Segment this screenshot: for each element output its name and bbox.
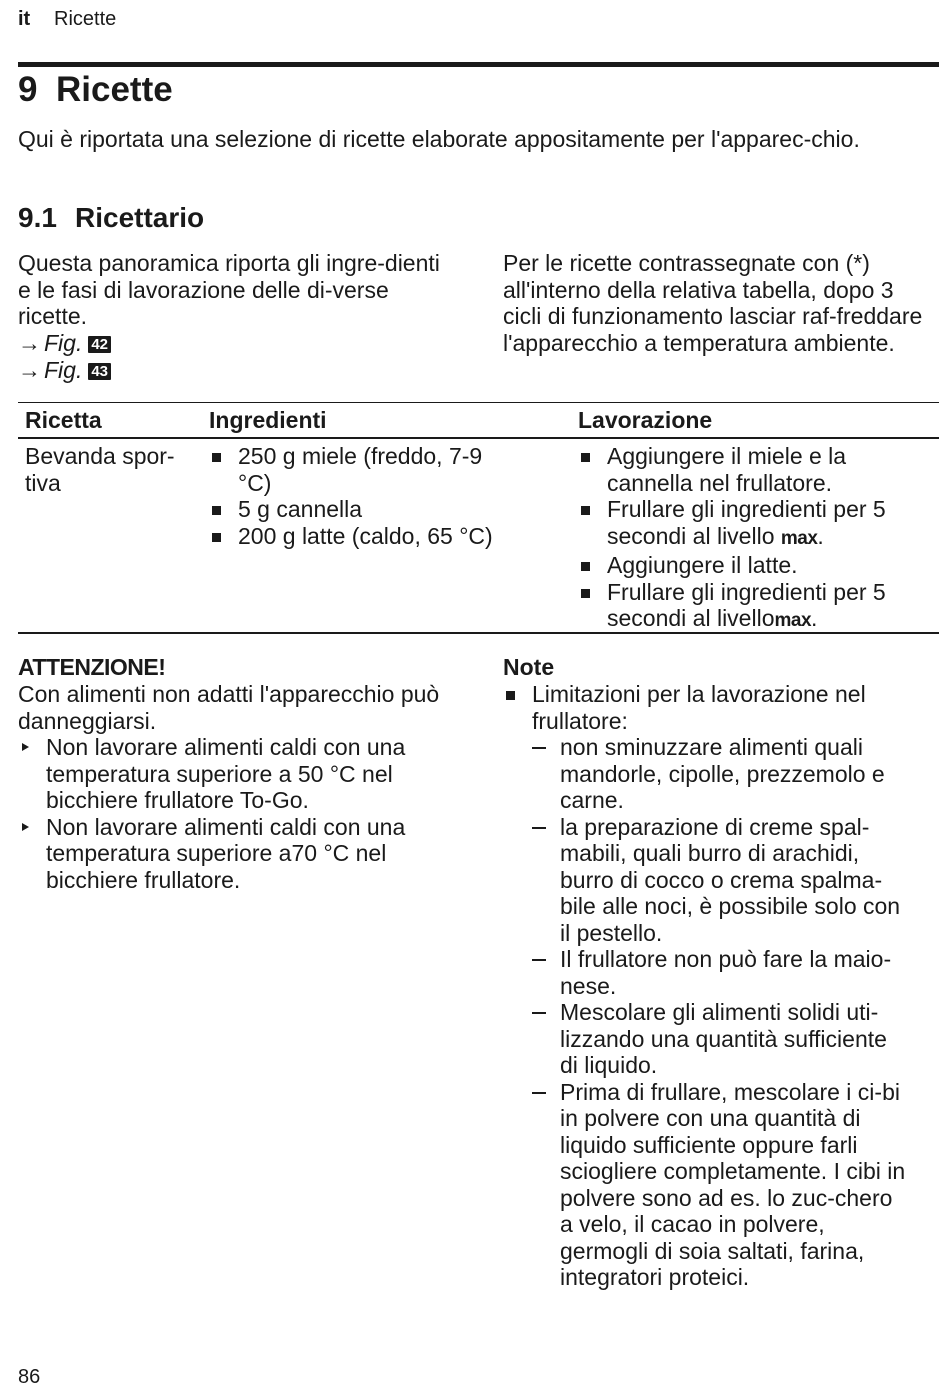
processing-steps [578, 443, 908, 635]
page-number: 86 [18, 1366, 41, 1388]
list-item: la preparazione di creme spal-mabili, quali burro di arachidi, burro di cocco o crema spalma-bile alle noci, è possibile solo con il pestello. [532, 814, 910, 947]
figure-number-badge: 42 [88, 336, 111, 353]
list-item: 5 g cannella [209, 496, 554, 523]
warning-text: Con alimenti non adatti l'apparecchio può danneggiarsi. [18, 681, 440, 734]
section-title-text: Ricettario [75, 202, 205, 233]
list-item [503, 681, 918, 1291]
figure-reference-2[interactable] [18, 357, 111, 384]
table-header-recipe: Ricetta [25, 407, 102, 433]
chapter-title [18, 70, 173, 110]
section-number: 9.1 [18, 202, 57, 233]
list-item: 250 g miele (freddo, 7-9 °C) [209, 443, 498, 496]
overview-note: Per le ricette contrassegnate con (*) all'interno della relativa tabella, dopo 3 cicli di funzionamento lasciar raf-freddare l'apparecchio a temperatura ambiente. [503, 250, 923, 356]
list-item: 200 g latte (caldo, 65 °C) [209, 523, 554, 550]
header-rule [18, 62, 939, 67]
list-item: Non lavorare alimenti caldi con una temperatura superiore a 50 °C nel bicchiere frullatore To-Go. [18, 734, 438, 814]
table-cell-recipe: Bevanda spor-tiva [25, 443, 175, 496]
level-label: max [780, 527, 818, 549]
list-item [578, 496, 908, 552]
list-item: Non lavorare alimenti caldi con una temperatura superiore a70 °C nel bicchiere frullatore. [18, 814, 438, 894]
step-text: Aggiungere il latte. [607, 552, 798, 578]
warning-list [18, 734, 438, 893]
figure-label: Fig. [44, 330, 83, 356]
table-header-rule [18, 437, 939, 439]
arrow-right-icon: → [18, 357, 41, 383]
table-bottom-rule [18, 632, 939, 634]
list-item: Mescolare gli alimenti solidi uti-lizzando una quantità sufficiente di liquido. [532, 999, 910, 1079]
overview-text: Questa panoramica riporta gli ingre-dienti e le fasi di lavorazione delle di-verse ricette. [18, 250, 440, 329]
table-header-ingredients: Ingredienti [209, 407, 327, 433]
section-title [18, 202, 204, 234]
list-item [578, 443, 908, 496]
chapter-title-text: Ricette [56, 70, 173, 109]
note-sublist [532, 734, 910, 1291]
figure-number-badge: 43 [88, 363, 111, 380]
header-language: it [18, 8, 31, 30]
list-item [578, 579, 908, 635]
ingredient-list [209, 443, 554, 549]
list-item: non sminuzzare alimenti quali mandorle, cipolle, prezzemolo e carne. [532, 734, 910, 814]
step-text: Frullare gli ingredienti per 5 secondi al livello [607, 496, 886, 549]
arrow-right-icon: → [18, 330, 41, 356]
step-text: Frullare gli ingredienti per 5 secondi al livello [607, 578, 886, 631]
step-suffix: . [817, 522, 824, 549]
level-label: max [774, 610, 812, 631]
chapter-number: 9 [18, 70, 38, 109]
list-item [578, 552, 908, 579]
step-text: Aggiungere il miele e la cannella nel frullatore. [607, 443, 847, 496]
note-item-text: Limitazioni per la lavorazione nel frullatore: [532, 681, 866, 734]
note-title: Note [503, 654, 555, 680]
table-top-rule [18, 402, 939, 403]
note-list [503, 681, 918, 1291]
figure-reference-1[interactable] [18, 330, 111, 357]
figure-label: Fig. [44, 357, 83, 383]
list-item: Il frullatore non può fare la maio-nese. [532, 946, 910, 999]
header-section: Ricette [54, 8, 117, 30]
step-suffix: . [811, 605, 818, 631]
list-item: Prima di frullare, mescolare i ci-bi in polvere con una quantità di liquido sufficiente oppure farli sciogliere completamente. I cibi in polvere sono ad es. lo zuc-chero a velo, il cacao in polvere, germogli di soia saltati, farina, integratori proteici. [532, 1079, 910, 1291]
table-header-processing: Lavorazione [578, 407, 713, 433]
chapter-intro: Qui è riportata una selezione di ricette elaborate appositamente per l'apparec-chio. [18, 126, 860, 152]
warning-title: ATTENZIONE! [18, 654, 166, 680]
